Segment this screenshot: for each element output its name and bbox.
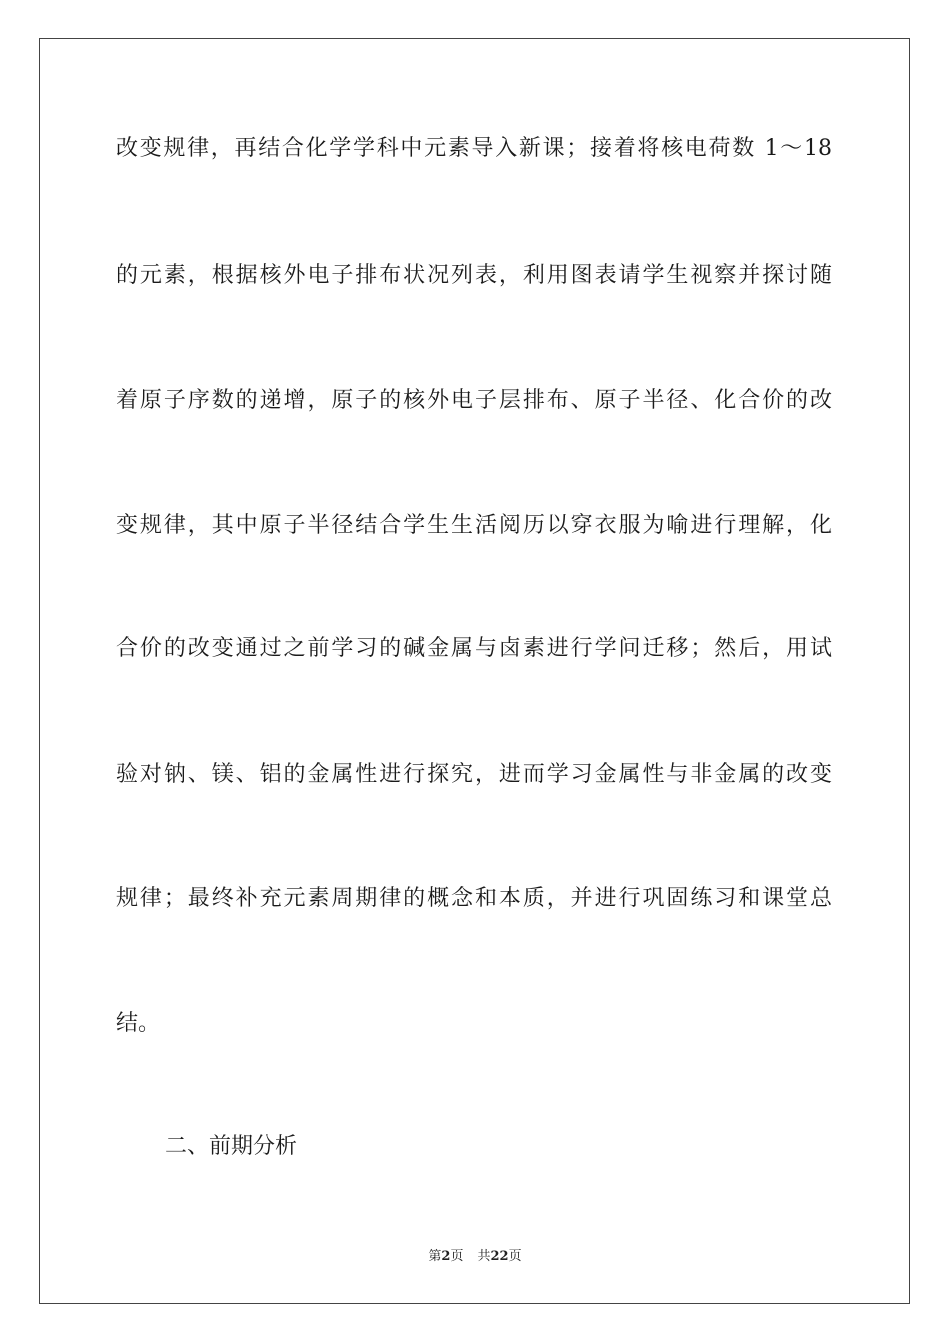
- page-frame: [39, 38, 910, 1304]
- page-total: 22: [490, 1249, 509, 1264]
- text-line-4: 变规律，其中原子半径结合学生生活阅历以穿衣服为喻进行理解，化: [116, 513, 832, 538]
- text-line-1: 改变规律，再结合化学学科中元素导入新课；接着将核电荷数 1～18: [116, 136, 832, 161]
- text-line-7: 规律；最终补充元素周期律的概念和本质，并进行巩固练习和课堂总: [116, 886, 832, 911]
- text-line-5: 合价的改变通过之前学习的碱金属与卤素进行学问迁移；然后，用试: [116, 636, 832, 661]
- text-line-3: 着原子序数的递增，原子的核外电子层排布、原子半径、化合价的改: [116, 388, 832, 413]
- page-unit: 页: [450, 1249, 464, 1264]
- page-footer: [0, 1248, 950, 1266]
- section-heading: 二、前期分析: [165, 1134, 298, 1159]
- text-line-2: 的元素，根据核外电子排布状况列表，利用图表请学生视察并探讨随: [116, 263, 832, 288]
- total-unit: 页: [508, 1249, 522, 1264]
- page-prefix: 第: [428, 1249, 442, 1264]
- page-current: 2: [441, 1249, 451, 1264]
- text-line-6: 验对钠、镁、铝的金属性进行探究，进而学习金属性与非金属的改变: [116, 762, 832, 787]
- text-line-8: 结。: [116, 1011, 161, 1036]
- total-prefix: 共: [477, 1249, 491, 1264]
